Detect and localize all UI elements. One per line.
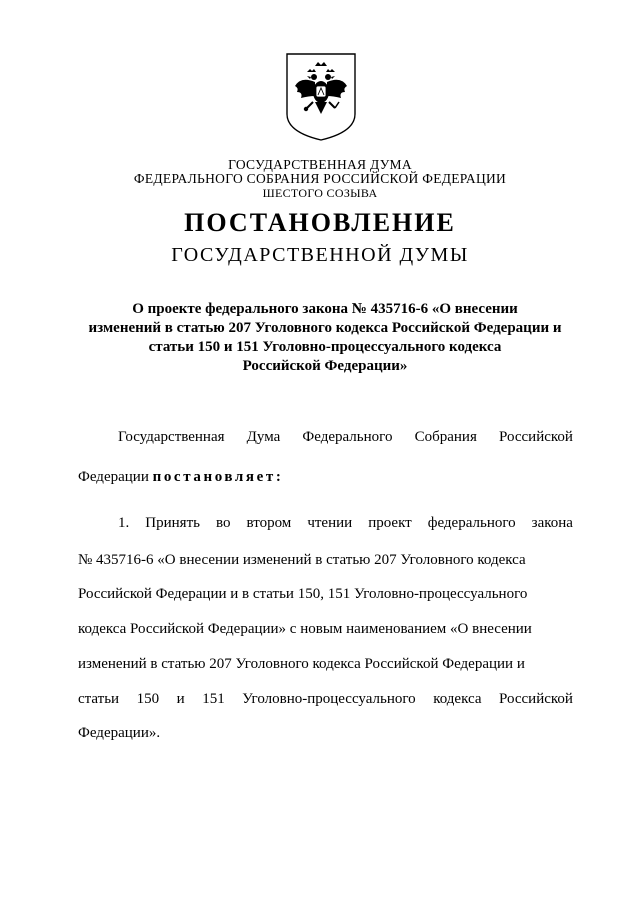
item1-word: проект [368, 515, 412, 531]
item1-word: 150 [136, 691, 160, 707]
item1-word: во [216, 515, 231, 531]
resolution-title-line: О проекте федерального закона № 435716-6 «О внесении [132, 301, 518, 317]
state-emblem-icon [285, 52, 357, 142]
item1-line: Федерации». [78, 725, 161, 741]
document-type-title: ПОСТАНОВЛЕНИЕ [184, 208, 456, 237]
preamble-line [118, 428, 573, 446]
preamble-word: Российской [499, 429, 573, 445]
preamble-line [78, 468, 283, 486]
resolution-title-line: Российской Федерации» [242, 358, 408, 374]
item1-word: федерального [427, 515, 516, 531]
item1-line [78, 690, 573, 708]
preamble-word: Собрания [414, 429, 477, 445]
item1-word: кодекса [433, 691, 482, 707]
item1-word: закона [531, 515, 573, 531]
item1-word: статьи [78, 691, 120, 707]
item1-line: кодекса Российской Федерации» с новым наименованием «О внесении [78, 621, 532, 637]
preamble-word: Дума [246, 429, 281, 445]
item1-line: № 435716-6 «О внесении изменений в статью 207 Уголовного кодекса [78, 552, 526, 568]
item1-word: Российской [499, 691, 573, 707]
org-name-line2: ФЕДЕРАЛЬНОГО СОБРАНИЯ РОССИЙСКОЙ ФЕДЕРАЦИИ [133, 171, 507, 186]
document-type-subtitle: ГОСУДАРСТВЕННОЙ ДУМЫ [171, 244, 469, 266]
org-name-line1: ГОСУДАРСТВЕННАЯ ДУМА [228, 157, 412, 172]
item1-line: изменений в статью 207 Уголовного кодекса Российской Федерации и [78, 656, 525, 672]
resolution-title [75, 300, 575, 376]
item1-line: Российской Федерации и в статьи 150, 151 Уголовно-процессуального [78, 586, 528, 602]
item1-word: 151 [202, 691, 225, 707]
convocation: ШЕСТОГО СОЗЫВА [262, 186, 378, 200]
item1-word: и [176, 691, 185, 707]
item1-line [118, 514, 573, 532]
item1-word: Принять [145, 515, 200, 531]
preamble-word: Государственная [118, 429, 225, 445]
preamble-text: Федерации [78, 469, 149, 485]
resolution-title-line: изменений в статью 207 Уголовного кодекса Российской Федерации и [88, 320, 562, 336]
preamble-decision-word: постановляет: [152, 469, 284, 485]
preamble-word: Федерального [302, 429, 393, 445]
item1-word: 1. [118, 515, 130, 531]
item1-word: Уголовно-процессуального [242, 691, 416, 707]
item1-word: втором [246, 515, 292, 531]
item1-word: чтении [307, 515, 353, 531]
resolution-title-line: статьи 150 и 151 Уголовно-процессуального кодекса [148, 339, 502, 355]
